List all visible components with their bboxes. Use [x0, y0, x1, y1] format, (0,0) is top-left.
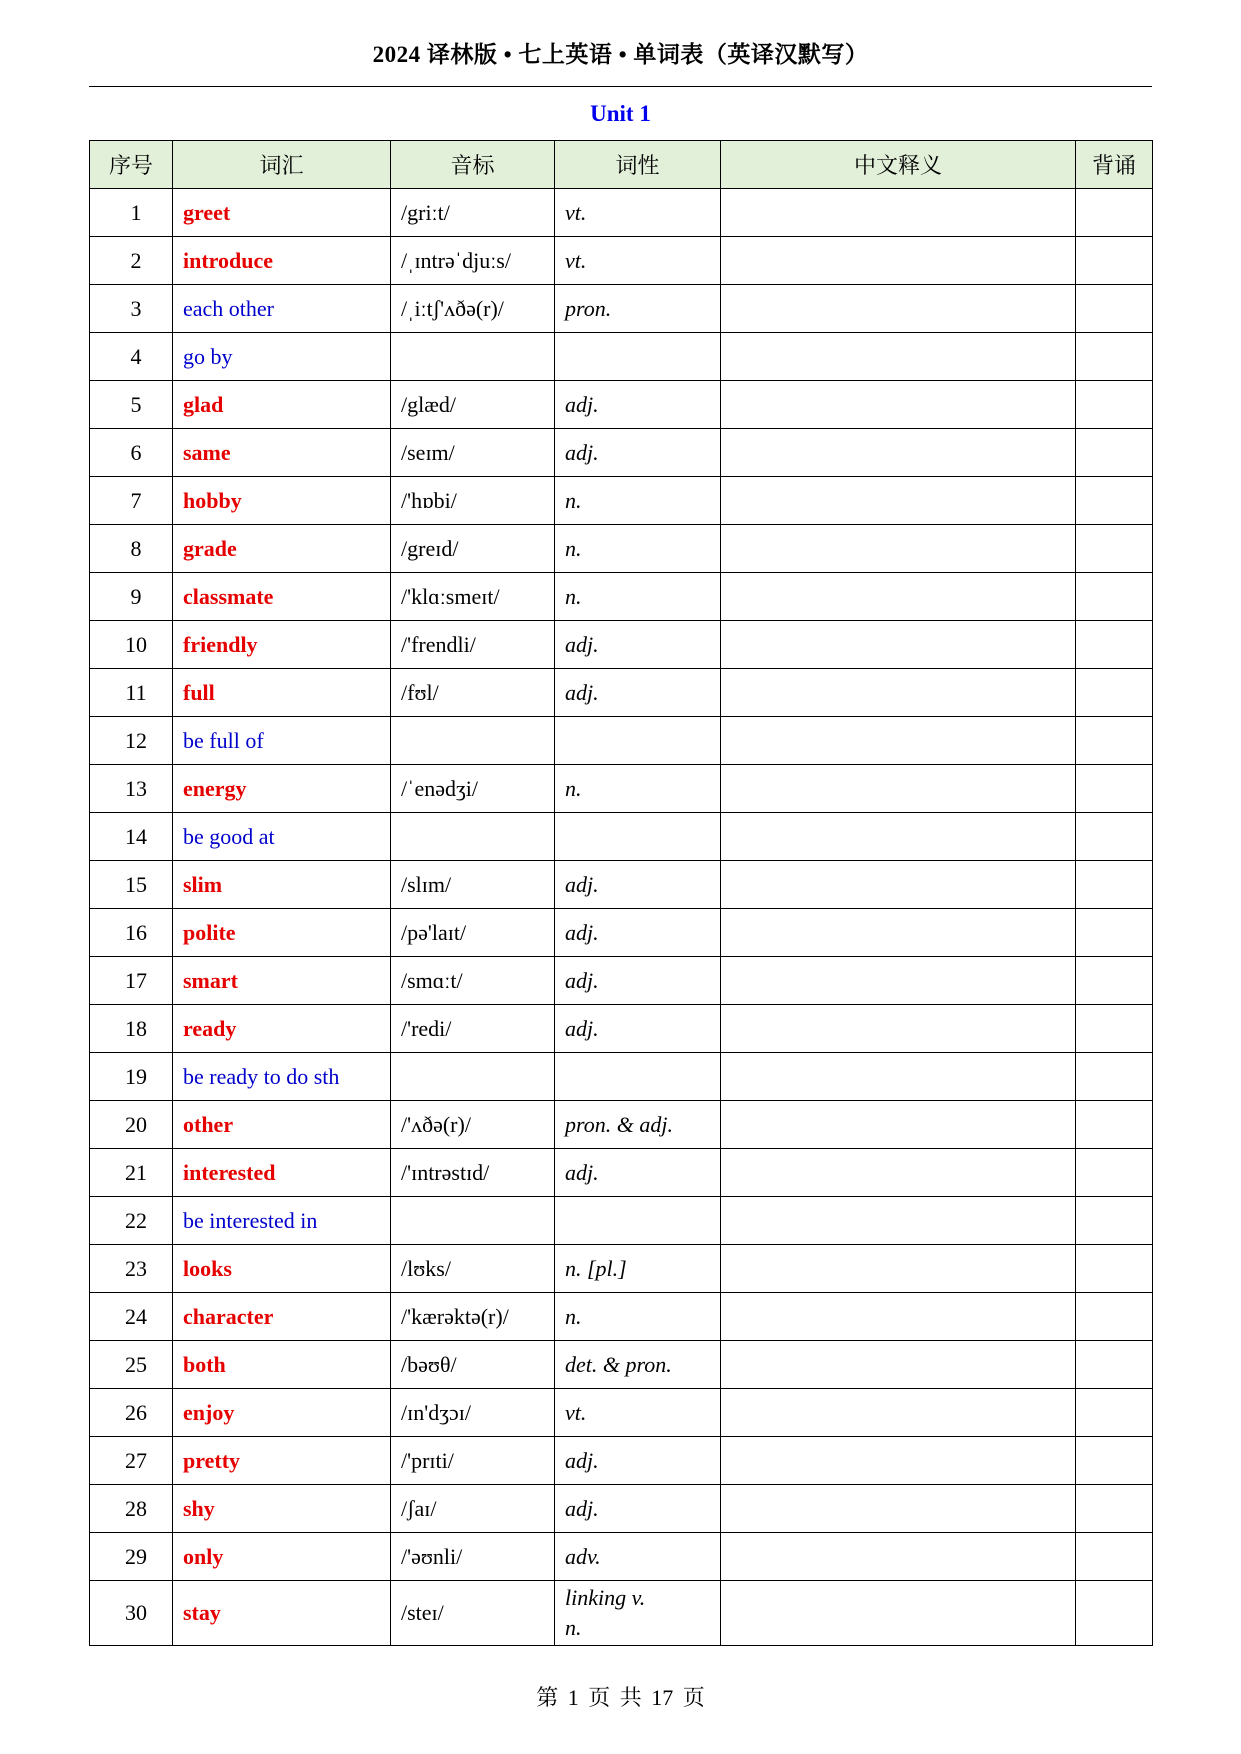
- row-number: 3: [90, 285, 173, 333]
- recite-check[interactable]: [1076, 1437, 1153, 1485]
- chinese-meaning-input[interactable]: [721, 813, 1076, 861]
- chinese-meaning-input[interactable]: [721, 1293, 1076, 1341]
- vocab-word: ready: [173, 1005, 391, 1053]
- part-of-speech-cell: [555, 333, 721, 381]
- phonetic-cell: /'ɪntrəstɪd/: [391, 1149, 555, 1197]
- table-row: [90, 1005, 1153, 1053]
- row-number: 1: [90, 189, 173, 237]
- pos-line: n.: [565, 1615, 582, 1640]
- phonetic-cell: /'hɒbi/: [391, 477, 555, 525]
- table-row: [90, 1341, 1153, 1389]
- vocab-word: be good at: [173, 813, 391, 861]
- chinese-meaning-input[interactable]: [721, 1389, 1076, 1437]
- vocab-word: both: [173, 1341, 391, 1389]
- table-row: [90, 1437, 1153, 1485]
- phonetic-cell: /bəʊθ/: [391, 1341, 555, 1389]
- table-row: [90, 237, 1153, 285]
- table-row: [90, 765, 1153, 813]
- vocab-word: grade: [173, 525, 391, 573]
- chinese-meaning-input[interactable]: [721, 1197, 1076, 1245]
- vocab-word: character: [173, 1293, 391, 1341]
- chinese-meaning-input[interactable]: [721, 1101, 1076, 1149]
- part-of-speech-cell: adj.: [555, 1485, 721, 1533]
- row-number: 7: [90, 477, 173, 525]
- recite-check[interactable]: [1076, 237, 1153, 285]
- part-of-speech-cell: adj.: [555, 669, 721, 717]
- phonetic-cell: /'frendli/: [391, 621, 555, 669]
- row-number: 17: [90, 957, 173, 1005]
- phonetic-cell: /lʊks/: [391, 1245, 555, 1293]
- vocab-word: be full of: [173, 717, 391, 765]
- table-row: [90, 381, 1153, 429]
- row-number: 9: [90, 573, 173, 621]
- table-row: [90, 429, 1153, 477]
- row-number: 16: [90, 909, 173, 957]
- recite-check[interactable]: [1076, 1101, 1153, 1149]
- row-number: 24: [90, 1293, 173, 1341]
- row-number: 5: [90, 381, 173, 429]
- row-number: 6: [90, 429, 173, 477]
- recite-check[interactable]: [1076, 717, 1153, 765]
- phonetic-cell: /ɪn'dʒɔɪ/: [391, 1389, 555, 1437]
- part-of-speech-cell: n.: [555, 573, 721, 621]
- table-header-row: [90, 141, 1153, 189]
- vocab-word: hobby: [173, 477, 391, 525]
- recite-check[interactable]: [1076, 1293, 1153, 1341]
- row-number: 12: [90, 717, 173, 765]
- recite-check[interactable]: [1076, 573, 1153, 621]
- recite-check[interactable]: [1076, 189, 1153, 237]
- recite-check[interactable]: [1076, 1341, 1153, 1389]
- table-row: [90, 573, 1153, 621]
- chinese-meaning-input[interactable]: [721, 1485, 1076, 1533]
- part-of-speech-cell: adj.: [555, 621, 721, 669]
- part-of-speech-cell: pron. & adj.: [555, 1101, 721, 1149]
- recite-check[interactable]: [1076, 285, 1153, 333]
- phonetic-cell: /glæd/: [391, 381, 555, 429]
- phonetic-cell: /'prɪti/: [391, 1437, 555, 1485]
- phonetic-cell: /griːt/: [391, 189, 555, 237]
- table-row: [90, 477, 1153, 525]
- recite-check[interactable]: [1076, 429, 1153, 477]
- row-number: 8: [90, 525, 173, 573]
- recite-check[interactable]: [1076, 1005, 1153, 1053]
- table-row: [90, 189, 1153, 237]
- phonetic-cell: /ˈenədʒi/: [391, 765, 555, 813]
- vocab-word: introduce: [173, 237, 391, 285]
- chinese-meaning-input[interactable]: [721, 477, 1076, 525]
- phonetic-cell: /'kærəktə(r)/: [391, 1293, 555, 1341]
- recite-check[interactable]: [1076, 861, 1153, 909]
- table-row: [90, 669, 1153, 717]
- row-number: 11: [90, 669, 173, 717]
- recite-check[interactable]: [1076, 957, 1153, 1005]
- chinese-meaning-input[interactable]: [721, 669, 1076, 717]
- phonetic-cell: /greɪd/: [391, 525, 555, 573]
- row-number: 30: [90, 1581, 173, 1646]
- recite-check[interactable]: [1076, 333, 1153, 381]
- table-row: [90, 861, 1153, 909]
- chinese-meaning-input[interactable]: [721, 861, 1076, 909]
- header-chinese-meaning: 中文释义: [721, 141, 1076, 189]
- part-of-speech-cell: n.: [555, 765, 721, 813]
- header-vocabulary: 词汇: [173, 141, 391, 189]
- vocab-word: be ready to do sth: [173, 1053, 391, 1101]
- phonetic-cell: /slɪm/: [391, 861, 555, 909]
- recite-check[interactable]: [1076, 669, 1153, 717]
- pos-line: linking v.: [565, 1585, 646, 1610]
- vocab-word: pretty: [173, 1437, 391, 1485]
- row-number: 27: [90, 1437, 173, 1485]
- phonetic-cell: /'redi/: [391, 1005, 555, 1053]
- recite-check[interactable]: [1076, 1581, 1153, 1646]
- part-of-speech-cell: adv.: [555, 1533, 721, 1581]
- phonetic-cell: /ˌiːtʃ'ʌðə(r)/: [391, 285, 555, 333]
- part-of-speech-cell: [555, 717, 721, 765]
- chinese-meaning-input[interactable]: [721, 1245, 1076, 1293]
- vocab-word: smart: [173, 957, 391, 1005]
- part-of-speech-cell: adj.: [555, 381, 721, 429]
- part-of-speech-cell: n.: [555, 525, 721, 573]
- table-row: [90, 1293, 1153, 1341]
- vocab-word: friendly: [173, 621, 391, 669]
- part-of-speech-cell: pron.: [555, 285, 721, 333]
- chinese-meaning-input[interactable]: [721, 1005, 1076, 1053]
- vocab-word: be interested in: [173, 1197, 391, 1245]
- row-number: 15: [90, 861, 173, 909]
- table-row: [90, 285, 1153, 333]
- vocab-word: each other: [173, 285, 391, 333]
- row-number: 4: [90, 333, 173, 381]
- vocab-word: other: [173, 1101, 391, 1149]
- chinese-meaning-input[interactable]: [721, 1437, 1076, 1485]
- vocabulary-table: [89, 140, 1153, 1646]
- recite-check[interactable]: [1076, 1197, 1153, 1245]
- vocab-word: energy: [173, 765, 391, 813]
- recite-check[interactable]: [1076, 1485, 1153, 1533]
- part-of-speech-cell: [555, 1581, 721, 1646]
- chinese-meaning-input[interactable]: [721, 573, 1076, 621]
- row-number: 20: [90, 1101, 173, 1149]
- row-number: 25: [90, 1341, 173, 1389]
- phonetic-cell: /ʃaɪ/: [391, 1485, 555, 1533]
- phonetic-cell: /'ʌðə(r)/: [391, 1101, 555, 1149]
- chinese-meaning-input[interactable]: [721, 285, 1076, 333]
- chinese-meaning-input[interactable]: [721, 909, 1076, 957]
- part-of-speech-cell: [555, 1197, 721, 1245]
- row-number: 22: [90, 1197, 173, 1245]
- recite-check[interactable]: [1076, 765, 1153, 813]
- page-footer: 第 1 页 共 17 页: [536, 1685, 705, 1710]
- table-row: [90, 333, 1153, 381]
- recite-check[interactable]: [1076, 1245, 1153, 1293]
- part-of-speech-cell: adj.: [555, 909, 721, 957]
- row-number: 28: [90, 1485, 173, 1533]
- table-row: [90, 1197, 1153, 1245]
- vocab-word: same: [173, 429, 391, 477]
- part-of-speech-cell: det. & pron.: [555, 1341, 721, 1389]
- header-number: 序号: [90, 141, 173, 189]
- phonetic-cell: [391, 813, 555, 861]
- chinese-meaning-input[interactable]: [721, 381, 1076, 429]
- row-number: 2: [90, 237, 173, 285]
- phonetic-cell: [391, 1197, 555, 1245]
- vocab-word: classmate: [173, 573, 391, 621]
- row-number: 21: [90, 1149, 173, 1197]
- chinese-meaning-input[interactable]: [721, 237, 1076, 285]
- recite-check[interactable]: [1076, 909, 1153, 957]
- recite-check[interactable]: [1076, 525, 1153, 573]
- recite-check[interactable]: [1076, 1389, 1153, 1437]
- chinese-meaning-input[interactable]: [721, 621, 1076, 669]
- row-number: 26: [90, 1389, 173, 1437]
- vocab-word: slim: [173, 861, 391, 909]
- table-row: [90, 1245, 1153, 1293]
- table-row: [90, 1533, 1153, 1581]
- phonetic-cell: [391, 1053, 555, 1101]
- part-of-speech-cell: adj.: [555, 1437, 721, 1485]
- vocab-word: go by: [173, 333, 391, 381]
- table-row: [90, 525, 1153, 573]
- vocab-word: glad: [173, 381, 391, 429]
- part-of-speech-cell: [555, 1053, 721, 1101]
- table-row: [90, 621, 1153, 669]
- part-of-speech-cell: n.: [555, 1293, 721, 1341]
- table-row: [90, 1581, 1153, 1646]
- recite-check[interactable]: [1076, 381, 1153, 429]
- phonetic-cell: /pə'laɪt/: [391, 909, 555, 957]
- row-number: 29: [90, 1533, 173, 1581]
- table-row: [90, 1389, 1153, 1437]
- recite-check[interactable]: [1076, 1533, 1153, 1581]
- part-of-speech-cell: adj.: [555, 957, 721, 1005]
- vocab-word: stay: [173, 1581, 391, 1646]
- chinese-meaning-input[interactable]: [721, 333, 1076, 381]
- table-row: [90, 1149, 1153, 1197]
- vocab-word: full: [173, 669, 391, 717]
- vocab-word: shy: [173, 1485, 391, 1533]
- table-row: [90, 1053, 1153, 1101]
- vocab-word: interested: [173, 1149, 391, 1197]
- vocab-word: greet: [173, 189, 391, 237]
- table-row: [90, 909, 1153, 957]
- phonetic-cell: /steɪ/: [391, 1581, 555, 1646]
- part-of-speech-cell: n. [pl.]: [555, 1245, 721, 1293]
- chinese-meaning-input[interactable]: [721, 1341, 1076, 1389]
- header-part-of-speech: 词性: [555, 141, 721, 189]
- table-row: [90, 957, 1153, 1005]
- phonetic-cell: /ˌɪntrəˈdjuːs/: [391, 237, 555, 285]
- row-number: 13: [90, 765, 173, 813]
- row-number: 18: [90, 1005, 173, 1053]
- recite-check[interactable]: [1076, 621, 1153, 669]
- phonetic-cell: [391, 717, 555, 765]
- recite-check[interactable]: [1076, 1053, 1153, 1101]
- chinese-meaning-input[interactable]: [721, 1053, 1076, 1101]
- chinese-meaning-input[interactable]: [721, 1581, 1076, 1646]
- part-of-speech-cell: adj.: [555, 1005, 721, 1053]
- phonetic-cell: [391, 333, 555, 381]
- chinese-meaning-input[interactable]: [721, 1149, 1076, 1197]
- recite-check[interactable]: [1076, 1149, 1153, 1197]
- table-row: [90, 1101, 1153, 1149]
- part-of-speech-cell: adj.: [555, 861, 721, 909]
- chinese-meaning-input[interactable]: [721, 429, 1076, 477]
- chinese-meaning-input[interactable]: [721, 765, 1076, 813]
- vocab-word: only: [173, 1533, 391, 1581]
- row-number: 10: [90, 621, 173, 669]
- phonetic-cell: /fʊl/: [391, 669, 555, 717]
- header-recite: 背诵: [1076, 141, 1153, 189]
- vocab-word: enjoy: [173, 1389, 391, 1437]
- chinese-meaning-input[interactable]: [721, 525, 1076, 573]
- chinese-meaning-input[interactable]: [721, 957, 1076, 1005]
- part-of-speech-cell: vt.: [555, 1389, 721, 1437]
- part-of-speech-cell: n.: [555, 477, 721, 525]
- header-divider: [89, 86, 1152, 87]
- chinese-meaning-input[interactable]: [721, 1533, 1076, 1581]
- part-of-speech-cell: [555, 813, 721, 861]
- recite-check[interactable]: [1076, 813, 1153, 861]
- phonetic-cell: /seɪm/: [391, 429, 555, 477]
- table-row: [90, 717, 1153, 765]
- chinese-meaning-input[interactable]: [721, 189, 1076, 237]
- phonetic-cell: /smɑːt/: [391, 957, 555, 1005]
- header-phonetic: 音标: [391, 141, 555, 189]
- row-number: 23: [90, 1245, 173, 1293]
- row-number: 19: [90, 1053, 173, 1101]
- row-number: 14: [90, 813, 173, 861]
- part-of-speech-cell: vt.: [555, 237, 721, 285]
- table-row: [90, 1485, 1153, 1533]
- document-title: 2024 译林版 • 七上英语 • 单词表（英译汉默写）: [372, 42, 869, 67]
- vocab-word: looks: [173, 1245, 391, 1293]
- part-of-speech-cell: adj.: [555, 1149, 721, 1197]
- table-row: [90, 813, 1153, 861]
- vocab-word: polite: [173, 909, 391, 957]
- chinese-meaning-input[interactable]: [721, 717, 1076, 765]
- unit-title: Unit 1: [590, 101, 651, 126]
- phonetic-cell: /'əʊnli/: [391, 1533, 555, 1581]
- part-of-speech-cell: adj.: [555, 429, 721, 477]
- part-of-speech-cell: vt.: [555, 189, 721, 237]
- phonetic-cell: /'klɑːsmeɪt/: [391, 573, 555, 621]
- recite-check[interactable]: [1076, 477, 1153, 525]
